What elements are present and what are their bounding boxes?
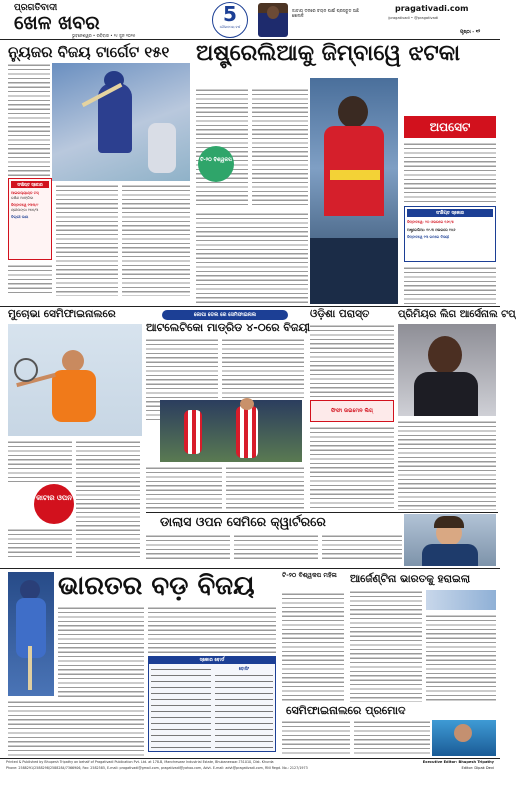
- story3-headline: ମୁଚୋଭା ସେମିଫାଇନାଲରେ: [8, 308, 116, 320]
- social-handles: /pragativadi • @pragativadi: [388, 16, 439, 20]
- story5-body: [310, 324, 394, 398]
- story4-kicker: [162, 310, 288, 320]
- story2-headline: ଅଷ୍ଟ୍ରେଲିଆକୁ ଜିମ୍ବାୱେ ଝଟକା: [196, 41, 461, 66]
- story11-photo: [432, 720, 496, 756]
- story11-body: [282, 720, 350, 756]
- story4-headline: ଆଟଲେଟିକୋ ମାଡ୍ରିଡ ୪-୦ରେ ବିଜୟୀ: [146, 321, 310, 334]
- story2-badge-text: ଟି-୨୦ ବିଶ୍ୱକପ: [200, 157, 232, 163]
- footer-imprint: Printed & Published by Bhupesh Tripathy on behalf of Pragativadi Publication Pvt. Ltd. at 178-B, Mancheswar Industrial Estate, Bhubaneswar-751010, Dist. Khurda: [6, 760, 274, 764]
- story8-headline: ଭାରତର ବଡ଼ ବିଜୟ: [58, 571, 255, 601]
- story3-body: [76, 440, 140, 558]
- brand-logo: ପ୍ରଗତିବାଦୀ: [14, 3, 58, 13]
- story8-body: [8, 700, 144, 756]
- story6-headline: ପ୍ରିମିୟର ଲିଗ ଆର୍ସେନାଲ ଟପ୍: [398, 309, 516, 320]
- story1-box-line: ଆଇରଲ୍ୟାଣ୍ଡ ଟସ୍: [11, 191, 39, 195]
- story3-body: [8, 440, 72, 482]
- story2-score-line: ଜିମ୍ବାବୱେ ୨୩ ରନରେ ବିଜୟୀ: [407, 235, 450, 240]
- story11-headline: ସେମିଫାଇନାଲରେ ପ୍ରମୋଦ: [286, 704, 406, 717]
- story9-body: [282, 592, 344, 702]
- story7-headline: ଡାଲାସ ଓପନ ସେମିରେ କ୍ୱାର୍ଟରରେ: [160, 514, 326, 529]
- story5-body: [310, 426, 394, 510]
- story4-photo: [160, 400, 302, 462]
- footer-editor: Executive Editor: Bhupesh Tripathy: [422, 760, 494, 764]
- story7-body: [322, 534, 402, 562]
- story2-score-line: ଜିମ୍ବାବୱେ: ୨୦ ଓଭରରେ ୧୬୯/୫: [407, 220, 454, 224]
- story8-body: [148, 606, 276, 654]
- story4-body: [222, 338, 304, 398]
- story8-bowling-table: [215, 672, 273, 750]
- divider: [0, 568, 500, 569]
- story2-body: [404, 266, 496, 304]
- footer-rule: [0, 758, 500, 759]
- story1-box-line: ଦିଲ୍ଲୀ ଉଣା: [11, 215, 29, 220]
- footer-editor-2: Editor: Dipak Devi: [461, 766, 494, 770]
- section-title: ଖେଳ ଖବର: [14, 12, 100, 34]
- anniversary-number: 5: [223, 2, 237, 26]
- story5-box-title: ଫିଫା ଉଇମେନ ଲିଗ୍: [331, 408, 373, 414]
- story4-kicker-text: କୋପା ଡେଲ ରେ ସେମିଫାଇନାଲ: [193, 312, 257, 318]
- story8-photo: [8, 572, 54, 696]
- story2-score-line: ଅଷ୍ଟ୍ରେଲିଆ: ୧୯.୩ ଓଭରରେ ୧୪୬: [407, 227, 456, 232]
- story1-headline: ନ୍ୟୁଜର ବିଜୟ ଟାର୍ଗେଟ ୧୫୧: [8, 43, 170, 61]
- story3-photo: [8, 324, 142, 436]
- footer: [6, 760, 494, 786]
- masthead-teaser: ଜାତୀୟ ଦଳରେ ଚୟନ ପାଇଁ ପ୍ରସ୍ତୁତ ଅଛି ଖେଳାଳି: [292, 8, 359, 19]
- story8-body: [58, 606, 144, 700]
- story7-body: [234, 534, 318, 562]
- story2-badge: [198, 146, 234, 182]
- story7-badge-text: କାଟାର ଓପନ: [36, 494, 72, 502]
- story6-photo: [398, 324, 496, 416]
- story5-headline: ଓଡ଼ିଶା ପରାସ୍ତ: [310, 308, 370, 320]
- anniversary-emblem: [212, 2, 248, 38]
- footer-contacts: Phone: 2588291/2588298/2588284/7366906, Fax: 2582585, E-mail: pragativadi@gmail.com, pragativadi@yahoo.com, Advt. E-mail: advt@pragativadi.com, RNI Regd. No.: 2127/1973: [6, 766, 308, 770]
- story9-headline: ଟି-୨୦ ବିଶ୍ୱକପ ମହିଳା: [282, 572, 337, 579]
- story1-body: [8, 264, 52, 296]
- story2-body: [196, 212, 308, 304]
- story8-scorecard-title: ସ୍କୋର ବୋର୍ଡ: [149, 657, 275, 664]
- story7-body: [146, 534, 230, 562]
- story8-bowling-title: ବୋଲିଂ: [238, 666, 250, 671]
- story2-photo: [310, 78, 398, 304]
- divider: [146, 512, 498, 513]
- story7-photo: [404, 514, 496, 566]
- story6-body: [398, 420, 496, 510]
- divider: [0, 306, 500, 307]
- story5-box: [310, 400, 394, 422]
- story3-body: [8, 528, 72, 558]
- page-number: ପୃଷ୍ଠା - ୧୨: [460, 30, 481, 35]
- story10-photo: [426, 590, 496, 610]
- story4-body: [146, 466, 222, 510]
- story1-score-box: [8, 178, 52, 260]
- story8-batting-table: [151, 666, 211, 750]
- story2-scorecard-title: ସଂକ୍ଷିପ୍ତ ସ୍କୋର: [407, 209, 493, 217]
- story10-headline: ଆର୍ଜେଣ୍ଟିନା ଭାରତକୁ ହରାଇଲା: [350, 573, 471, 585]
- dateline: ଭୁବନେଶ୍ୱର • ରବିବାର • ୨୯ ଜୁନ ୨୦୨୫: [72, 33, 136, 38]
- story10-body: [426, 614, 496, 702]
- story1-box-line: ଶ୍ରୀଲଙ୍କା ୧୫୫/୩: [11, 207, 39, 212]
- story2-body: [252, 88, 308, 208]
- story1-photo: [52, 63, 190, 181]
- anniversary-text: ଗୌରବମୟ ବର୍ଷ: [219, 25, 241, 29]
- story1-box-line: ଦକ୍ଷିଣ ଆଫ୍ରିକା: [11, 195, 34, 200]
- story1-box-line: ଜିମ୍ବାବୱେ ୧୩୩/୯: [11, 203, 39, 208]
- story10-body: [350, 590, 422, 702]
- story1-body: [56, 184, 118, 296]
- story1-body: [122, 184, 190, 296]
- story8-scorecard: [148, 656, 276, 752]
- masthead: [0, 0, 500, 40]
- upset-banner: [404, 116, 496, 138]
- story4-body: [226, 466, 304, 510]
- story2-scorecard: [404, 206, 496, 262]
- story7-badge: [34, 484, 74, 524]
- site-url[interactable]: pragativadi.com: [395, 4, 469, 13]
- upset-label: ଅପସେଟ: [429, 120, 471, 134]
- masthead-player-photo: [258, 3, 288, 37]
- story11-body: [354, 720, 430, 756]
- story1-box-title: ସଂକ୍ଷିପ୍ତ ସ୍କୋର: [11, 181, 49, 188]
- story2-body: [404, 142, 496, 202]
